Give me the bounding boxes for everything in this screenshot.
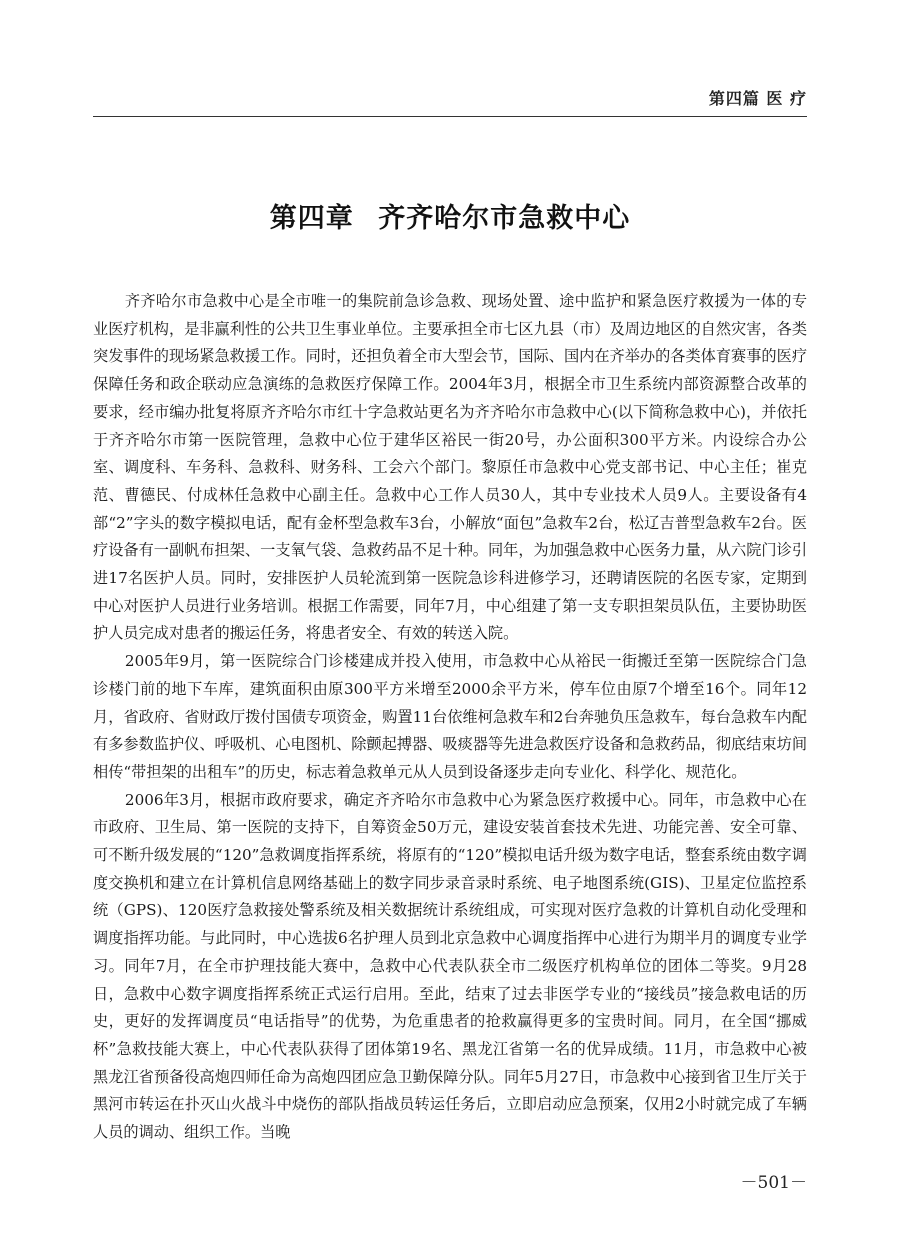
chapter-title: 第四章 齐齐哈尔市急救中心 xyxy=(269,203,631,234)
paragraph-3: 2006年3月，根据市政府要求，确定齐齐哈尔市急救中心为紧急医疗救援中心。同年，市急救中心在市政府、卫生局、第一医院的支持下，自筹资金50万元，建设安装首套技术先进、功能完善、安全可靠、可不断升级发展的“120”急救调度指挥系统，将原有的“120”模拟电话升级为数字电话，整套系统由数字调度交换机和建立在计算机信息网络基础上的数字同步录音录时系统、电子地图系统(GIS)、卫星定位监控系统（GPS)、120医疗急救接处警系统及相关数据统计系统组成，可实现对医疗急救的计算机自动化受理和调度指挥功能。与此同时，中心选拔6名护理人员到北京急救中心调度指挥中心进行为期半月的调度专业学习。同年7月，在全市护理技能大赛中，急救中心代表队获全市二级医疗机构单位的团体二等奖。9月28日，急救中心数字调度指挥系统正式运行启用。至此，结束了过去非医学专业的“接线员”接急救电话的历史，更好的发挥调度员“电话指导”的优势，为危重患者的抢救赢得更多的宝贵时间。同月，在全国“挪威杯”急救技能大赛上，中心代表队获得了团体第19名、黑龙江省第一名的优异成绩。11月，市急救中心被黑龙江省预备役高炮四师任命为高炮四团应急卫勤保障分队。同年5月27日，市急救中心接到省卫生厅关于黑河市转运在扑灭山火战斗中烧伤的部队指战员转运任务后，立即启动应急预案，仅用2小时就完成了车辆人员的调动、组织工作。当晚 xyxy=(93,790,807,1142)
body-text xyxy=(93,288,807,1147)
paragraph-1: 齐齐哈尔市急救中心是全市唯一的集院前急诊急救、现场处置、途中监护和紧急医疗救援为一体的专业医疗机构，是非赢利性的公共卫生事业单位。主要承担全市七区九县（市）及周边地区的自然灾害，各类突发事件的现场紧急救援工作。同时，还担负着全市大型会节，国际、国内在齐举办的各类体育赛事的医疗保障任务和政企联动应急演练的急救医疗保障工作。2004年3月，根据全市卫生系统内部资源整合改革的要求，经市编办批复将原齐齐哈尔市红十字急救站更名为齐齐哈尔市急救中心(以下简称急救中心)，并依托于齐齐哈尔市第一医院管理，急救中心位于建华区裕民一街20号，办公面积300平方米。内设综合办公室、调度科、车务科、急救科、财务科、工会六个部门。黎原任市急救中心党支部书记、中心主任；崔克范、曹德民、付成林任急救中心副主任。急救中心工作人员30人，其中专业技术人员9人。主要设备有4部“2”字头的数字模拟电话，配有金杯型急救车3台，小解放“面包”急救车2台，松辽吉普型急救车2台。医疗设备有一副帆布担架、一支氧气袋、急救药品不足十种。同年，为加强急救中心医务力量，从六院门诊引进17名医护人员。同时，安排医护人员轮流到第一医院急诊科进修学习，还聘请医院的名医专家，定期到中心对医护人员进行业务培训。根据工作需要，同年7月，中心组建了第一支专职担架员队伍，主要协助医护人员完成对患者的搬运任务，将患者安全、有效的转送入院。 xyxy=(93,292,807,643)
running-header: 第四篇 医 疗 xyxy=(708,89,807,108)
header-rule xyxy=(93,116,807,117)
page-number: －501－ xyxy=(740,1173,807,1193)
paragraph-2: 2005年9月，第一医院综合门诊楼建成并投入使用，市急救中心从裕民一街搬迁至第一医院综合门急诊楼门前的地下车库，建筑面积由原300平方米增至2000余平方米，停车位由原7个增至16个。同年12月，省政府、省财政厅拨付国债专项资金，购置11台依维柯急救车和2台奔驰负压急救车，每台急救车内配有多参数监护仪、呼吸机、心电图机、除颤起搏器、吸痰器等先进急救医疗设备和急救药品，彻底结束坊间相传“带担架的出租车”的历史，标志着急救单元从人员到设备逐步走向专业化、科学化、规范化。 xyxy=(93,652,807,781)
